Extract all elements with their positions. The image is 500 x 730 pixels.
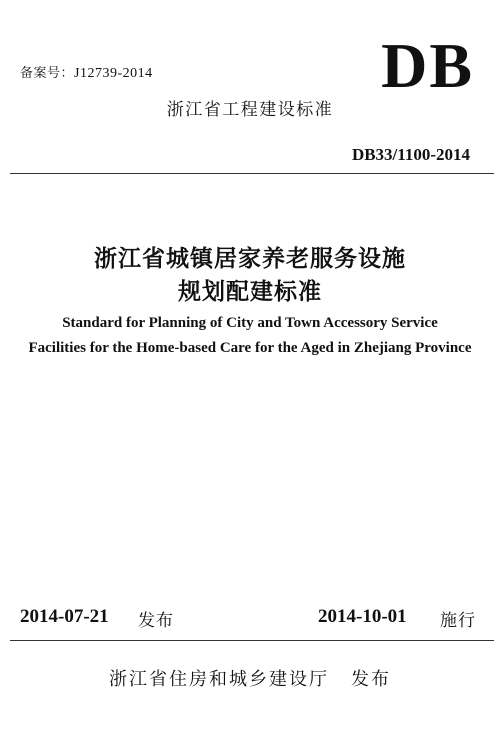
title-chinese-line-2: 规划配建标准	[178, 278, 322, 305]
issue-label: 发布	[138, 611, 174, 631]
title-chinese-line-1: 浙江省城镇居家养老服务设施	[94, 245, 406, 272]
standard-number: DB33/1100-2014	[351, 145, 470, 164]
title-english-line-1: Standard for Planning of City and Town Accessory Service	[62, 315, 438, 331]
record-number-value: J12739-2014	[74, 66, 153, 81]
effective-label: 施行	[440, 611, 476, 631]
title-english-line-2: Facilities for the Home-based Care for the Aged in Zhejiang Province	[28, 340, 472, 356]
db-logo: DB	[381, 30, 474, 101]
bottom-divider	[10, 640, 494, 641]
record-label: 备案号：	[20, 66, 75, 81]
issue-date: 2014-07-21	[20, 606, 109, 627]
publisher-name: 浙江省住房和城乡建设厅	[109, 669, 329, 690]
publisher-line	[0, 665, 500, 691]
effective-date: 2014-10-01	[318, 606, 407, 627]
top-divider	[10, 173, 494, 174]
publish-label: 发布	[351, 669, 391, 690]
standard-category: 浙江省工程建设标准	[166, 100, 334, 120]
record-number	[20, 62, 153, 82]
